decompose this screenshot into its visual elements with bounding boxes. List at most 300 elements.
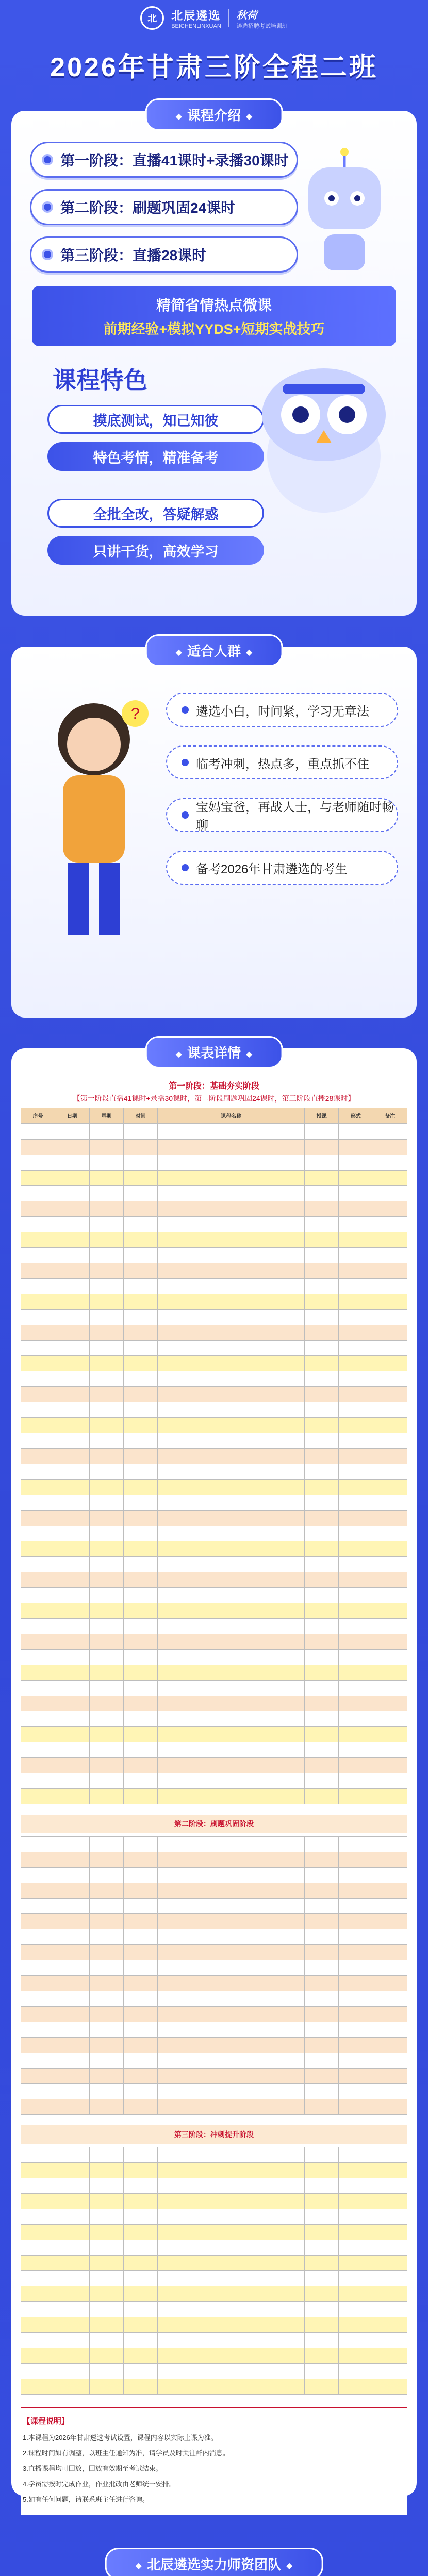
table-cell	[373, 2147, 407, 2163]
table-cell	[21, 1140, 55, 1155]
table-cell	[304, 2209, 338, 2225]
table-cell	[123, 1681, 157, 1696]
table-cell	[158, 1852, 305, 1868]
table-cell	[123, 1852, 157, 1868]
table-cell	[373, 1217, 407, 1232]
table-row	[21, 1279, 407, 1294]
table-cell	[89, 2286, 123, 2302]
table-cell	[123, 1696, 157, 1711]
table-cell	[123, 1960, 157, 1976]
table-cell	[304, 1186, 338, 1201]
table-cell	[158, 2038, 305, 2053]
table-cell	[339, 2178, 373, 2194]
table-cell	[89, 1526, 123, 1541]
table-row	[21, 2333, 407, 2348]
table-cell	[373, 1991, 407, 2007]
table-cell	[373, 1665, 407, 1681]
table-cell	[123, 2178, 157, 2194]
table-cell	[55, 1976, 89, 1991]
table-cell	[373, 1201, 407, 1217]
table-cell	[55, 2053, 89, 2069]
table-cell	[304, 1603, 338, 1619]
schedule-section	[11, 1045, 417, 2503]
table-cell	[158, 1572, 305, 1588]
table-cell	[123, 1248, 157, 1263]
table-cell	[339, 1914, 373, 1929]
table-cell	[373, 1681, 407, 1696]
brand-name: 北辰遴选	[171, 9, 221, 22]
table-cell	[339, 1557, 373, 1572]
table-cell	[55, 1511, 89, 1526]
table-cell	[339, 1572, 373, 1588]
table-cell	[304, 1899, 338, 1914]
table-cell	[21, 1464, 55, 1480]
table-cell	[158, 1603, 305, 1619]
table-cell	[123, 1310, 157, 1325]
table-cell	[21, 1433, 55, 1449]
table-cell	[123, 1711, 157, 1727]
table-cell	[55, 2379, 89, 2395]
table-cell	[55, 2069, 89, 2084]
table-cell	[373, 1914, 407, 1929]
table-cell	[89, 2069, 123, 2084]
table-cell	[158, 1248, 305, 1263]
promo-line-2: 前期经验+模拟YYDS+短期实战技巧	[103, 321, 325, 337]
table-cell	[304, 2038, 338, 2053]
table-cell	[373, 2209, 407, 2225]
table-cell	[89, 2225, 123, 2240]
table-cell	[55, 1758, 89, 1773]
course-notice	[21, 2407, 407, 2515]
table-cell	[123, 1155, 157, 1171]
table-cell	[339, 1868, 373, 1883]
table-cell	[89, 1217, 123, 1232]
table-cell	[89, 1248, 123, 1263]
table-cell	[123, 1171, 157, 1186]
table-cell	[304, 2333, 338, 2348]
table-cell	[21, 2317, 55, 2333]
table-cell	[89, 1773, 123, 1789]
table-cell	[304, 1929, 338, 1945]
table-cell	[158, 1557, 305, 1572]
table-cell	[373, 1758, 407, 1773]
table-cell	[158, 2286, 305, 2302]
table-cell	[373, 2038, 407, 2053]
brand-bar	[0, 0, 428, 36]
table-cell	[158, 1387, 305, 1402]
table-cell	[158, 2069, 305, 2084]
table-cell	[123, 1480, 157, 1495]
table-cell	[339, 1387, 373, 1402]
table-cell	[339, 1279, 373, 1294]
table-cell	[158, 2194, 305, 2209]
notice-line: 4.学员需按时完成作业，作业批改由老师统一安排。	[23, 2480, 176, 2488]
table-cell	[373, 1325, 407, 1341]
table-cell	[55, 1526, 89, 1541]
table-cell	[89, 1991, 123, 2007]
table-cell	[373, 2364, 407, 2379]
table-cell	[21, 1696, 55, 1711]
table-cell	[123, 2053, 157, 2069]
table-row	[21, 1325, 407, 1341]
table-cell	[55, 1665, 89, 1681]
table-cell	[339, 1171, 373, 1186]
table-cell	[304, 2302, 338, 2317]
notice-line: 1.本课程为2026年甘肃遴选考试设置，课程内容以实际上课为准。	[23, 2434, 218, 2442]
table-cell	[21, 2240, 55, 2256]
table-cell	[123, 1991, 157, 2007]
table-cell	[21, 1325, 55, 1341]
table-cell	[123, 1186, 157, 1201]
table-cell	[373, 1976, 407, 1991]
table-cell	[339, 2240, 373, 2256]
table-cell	[304, 2178, 338, 2194]
table-cell	[21, 2147, 55, 2163]
table-cell	[373, 1588, 407, 1603]
table-cell	[55, 1634, 89, 1650]
table-cell	[123, 1433, 157, 1449]
page-title: 2026年甘肃三阶全程二班	[50, 53, 378, 82]
table-cell	[373, 1789, 407, 1804]
schedule-table	[21, 1124, 407, 1804]
table-row	[21, 1541, 407, 1557]
table-cell	[158, 1217, 305, 1232]
table-cell	[304, 1279, 338, 1294]
table-cell	[55, 2225, 89, 2240]
table-cell	[123, 1945, 157, 1960]
table-cell	[339, 2225, 373, 2240]
table-cell	[89, 2379, 123, 2395]
table-cell	[123, 1557, 157, 1572]
table-row	[21, 1155, 407, 1171]
table-cell	[89, 1758, 123, 1773]
table-cell	[304, 1557, 338, 1572]
table-cell	[21, 2333, 55, 2348]
table-cell	[339, 1480, 373, 1495]
table-cell	[373, 1852, 407, 1868]
table-cell	[89, 1279, 123, 1294]
table-cell	[55, 1541, 89, 1557]
table-cell	[21, 1852, 55, 1868]
table-cell	[158, 1495, 305, 1511]
owl-mascot-icon	[252, 353, 396, 518]
table-cell	[21, 2271, 55, 2286]
table-cell	[373, 2194, 407, 2209]
table-cell	[21, 1263, 55, 1279]
table-cell	[304, 1433, 338, 1449]
table-cell	[123, 1837, 157, 1852]
table-cell	[158, 2271, 305, 2286]
table-cell	[89, 1294, 123, 1310]
table-cell	[339, 1899, 373, 1914]
table-cell	[89, 1789, 123, 1804]
table-cell	[373, 1248, 407, 1263]
table-cell	[304, 1418, 338, 1433]
table-cell	[21, 1603, 55, 1619]
table-cell	[55, 1852, 89, 1868]
table-cell	[123, 2147, 157, 2163]
table-cell	[339, 1711, 373, 1727]
table-cell	[158, 1758, 305, 1773]
table-cell	[21, 1217, 55, 1232]
table-cell	[304, 1356, 338, 1371]
table-cell	[21, 1960, 55, 1976]
table-row	[21, 1991, 407, 2007]
table-cell	[373, 2053, 407, 2069]
table-cell	[339, 1433, 373, 1449]
table-cell	[339, 1526, 373, 1541]
table-cell	[89, 1325, 123, 1341]
audience-section	[11, 643, 417, 1018]
table-cell	[158, 1837, 305, 1852]
table-cell	[339, 2053, 373, 2069]
table-cell	[89, 2271, 123, 2286]
schedule-table-1	[21, 1108, 407, 1124]
table-cell	[89, 1186, 123, 1201]
table-cell	[55, 2007, 89, 2022]
table-cell	[158, 2209, 305, 2225]
table-cell	[304, 1171, 338, 1186]
table-cell	[339, 1758, 373, 1773]
table-cell	[304, 1449, 338, 1464]
table-cell	[304, 2007, 338, 2022]
notice-title: 【课程说明】	[23, 2417, 70, 2426]
table-cell	[55, 1742, 89, 1758]
table-cell	[373, 1402, 407, 1418]
table-cell	[123, 1665, 157, 1681]
table-cell	[55, 1341, 89, 1356]
table-cell	[89, 2022, 123, 2038]
table-cell	[123, 1387, 157, 1402]
table-cell	[89, 1742, 123, 1758]
table-cell	[55, 1186, 89, 1201]
table-cell	[304, 2084, 338, 2099]
table-cell	[158, 1140, 305, 1155]
table-cell	[373, 1945, 407, 1960]
table-cell	[339, 1634, 373, 1650]
table-cell	[339, 1650, 373, 1665]
table-cell	[304, 2022, 338, 2038]
table-cell	[55, 1294, 89, 1310]
table-cell	[21, 1480, 55, 1495]
table-cell	[123, 1526, 157, 1541]
table-cell	[21, 2302, 55, 2317]
table-cell	[123, 1464, 157, 1480]
table-cell	[158, 1232, 305, 1248]
table-cell	[373, 1124, 407, 1140]
table-cell	[339, 1294, 373, 1310]
table-cell	[55, 2038, 89, 2053]
table-cell	[123, 1124, 157, 1140]
table-cell	[339, 1588, 373, 1603]
table-cell	[123, 2163, 157, 2178]
table-cell	[55, 1449, 89, 1464]
table-cell	[21, 1773, 55, 1789]
table-cell	[158, 1960, 305, 1976]
table-cell	[123, 2038, 157, 2053]
table-row	[21, 2225, 407, 2240]
table-cell	[339, 1511, 373, 1526]
table-cell	[89, 2007, 123, 2022]
table-cell	[123, 1402, 157, 1418]
stage-3-banner: 第三阶段：冲刺提升阶段	[21, 2125, 407, 2144]
table-cell	[304, 2348, 338, 2364]
table-row	[21, 2084, 407, 2099]
table-cell	[21, 1248, 55, 1263]
table-cell	[304, 2053, 338, 2069]
table-cell	[373, 2069, 407, 2084]
bullet-icon	[42, 249, 53, 260]
table-cell	[89, 1557, 123, 1572]
table-cell	[55, 1588, 89, 1603]
table-cell	[304, 1789, 338, 1804]
table-row	[21, 2007, 407, 2022]
table-cell	[304, 1495, 338, 1511]
table-cell	[55, 1572, 89, 1588]
table-cell	[55, 1960, 89, 1976]
table-row	[21, 1681, 407, 1696]
feature-item: 只讲干货，高效学习	[47, 536, 264, 565]
table-cell	[21, 1232, 55, 1248]
table-cell	[55, 1991, 89, 2007]
table-cell	[123, 1294, 157, 1310]
table-cell	[123, 1495, 157, 1511]
table-cell	[55, 1124, 89, 1140]
table-cell	[21, 1341, 55, 1356]
table-cell	[21, 1727, 55, 1742]
table-cell	[158, 1464, 305, 1480]
table-cell	[373, 1418, 407, 1433]
table-cell	[55, 1171, 89, 1186]
table-cell	[339, 2022, 373, 2038]
table-cell	[373, 2302, 407, 2317]
table-row	[21, 1387, 407, 1402]
table-cell	[373, 1619, 407, 1634]
table-cell	[304, 1945, 338, 1960]
table-row	[21, 1418, 407, 1433]
table-row	[21, 1773, 407, 1789]
stage-2-banner: 第二阶段：刷题巩固阶段	[21, 1815, 407, 1833]
table-cell	[55, 1480, 89, 1495]
schedule-title: 第一阶段：基础夯实阶段	[168, 1082, 259, 1091]
table-cell	[158, 1371, 305, 1387]
table-cell	[123, 1371, 157, 1387]
table-cell	[304, 1541, 338, 1557]
table-cell	[21, 1758, 55, 1773]
section-tag: ◆ 适合人群 ◆	[145, 634, 283, 667]
table-cell	[55, 2099, 89, 2115]
table-cell	[21, 1914, 55, 1929]
table-cell	[123, 1449, 157, 1464]
table-row	[21, 2178, 407, 2194]
table-cell	[89, 1960, 123, 1976]
table-row	[21, 1960, 407, 1976]
table-cell	[123, 1603, 157, 1619]
table-cell	[89, 2084, 123, 2099]
table-row	[21, 1201, 407, 1217]
table-cell	[158, 1186, 305, 1201]
table-cell	[339, 2286, 373, 2302]
table-row	[21, 1294, 407, 1310]
table-cell	[304, 1480, 338, 1495]
table-cell	[123, 1356, 157, 1371]
table-cell	[304, 1588, 338, 1603]
table-cell	[304, 1371, 338, 1387]
table-cell	[158, 1727, 305, 1742]
table-cell	[21, 1356, 55, 1371]
table-cell	[158, 2364, 305, 2379]
table-cell	[89, 2256, 123, 2271]
table-cell	[21, 2022, 55, 2038]
table-cell	[339, 1449, 373, 1464]
table-cell	[373, 2333, 407, 2348]
table-row	[21, 2038, 407, 2053]
table-row	[21, 1356, 407, 1371]
table-cell	[21, 1572, 55, 1588]
table-cell	[304, 1742, 338, 1758]
table-cell	[21, 1526, 55, 1541]
table-cell	[373, 1603, 407, 1619]
table-cell	[55, 1914, 89, 1929]
table-cell	[89, 1356, 123, 1371]
table-cell	[21, 1557, 55, 1572]
table-cell	[339, 1140, 373, 1155]
table-cell	[21, 2194, 55, 2209]
table-cell	[55, 1279, 89, 1294]
table-cell	[55, 2240, 89, 2256]
table-cell	[339, 1837, 373, 1852]
table-row	[21, 1588, 407, 1603]
table-cell	[373, 1495, 407, 1511]
table-cell	[89, 1588, 123, 1603]
section-tag: ◆ 北辰遴选实力师资团队 ◆	[105, 2548, 323, 2576]
table-row	[21, 1511, 407, 1526]
table-row	[21, 1263, 407, 1279]
table-cell	[21, 1541, 55, 1557]
table-cell	[339, 1124, 373, 1140]
table-row	[21, 1480, 407, 1495]
table-cell	[373, 1837, 407, 1852]
table-cell	[21, 2084, 55, 2099]
features-title: 课程特色	[53, 367, 147, 394]
table-row	[21, 2256, 407, 2271]
table-cell	[89, 1883, 123, 1899]
table-cell	[158, 1868, 305, 1883]
table-cell	[21, 1868, 55, 1883]
table-cell	[339, 2256, 373, 2271]
brand-separator	[228, 9, 229, 27]
table-cell	[123, 1976, 157, 1991]
table-row	[21, 1402, 407, 1418]
table-row	[21, 1914, 407, 1929]
table-row	[21, 1232, 407, 1248]
table-cell	[158, 1171, 305, 1186]
table-cell	[339, 1976, 373, 1991]
table-cell	[123, 2240, 157, 2256]
table-cell	[123, 2286, 157, 2302]
table-cell	[158, 1634, 305, 1650]
audience-item: 备考2026年甘肃遴选的考生	[166, 851, 398, 885]
table-cell	[373, 1464, 407, 1480]
table-row	[21, 2240, 407, 2256]
table-cell	[21, 2069, 55, 2084]
table-cell	[304, 1634, 338, 1650]
table-row	[21, 1929, 407, 1945]
table-cell	[123, 1418, 157, 1433]
table-cell	[339, 1883, 373, 1899]
table-cell	[21, 2099, 55, 2115]
table-cell	[158, 2317, 305, 2333]
